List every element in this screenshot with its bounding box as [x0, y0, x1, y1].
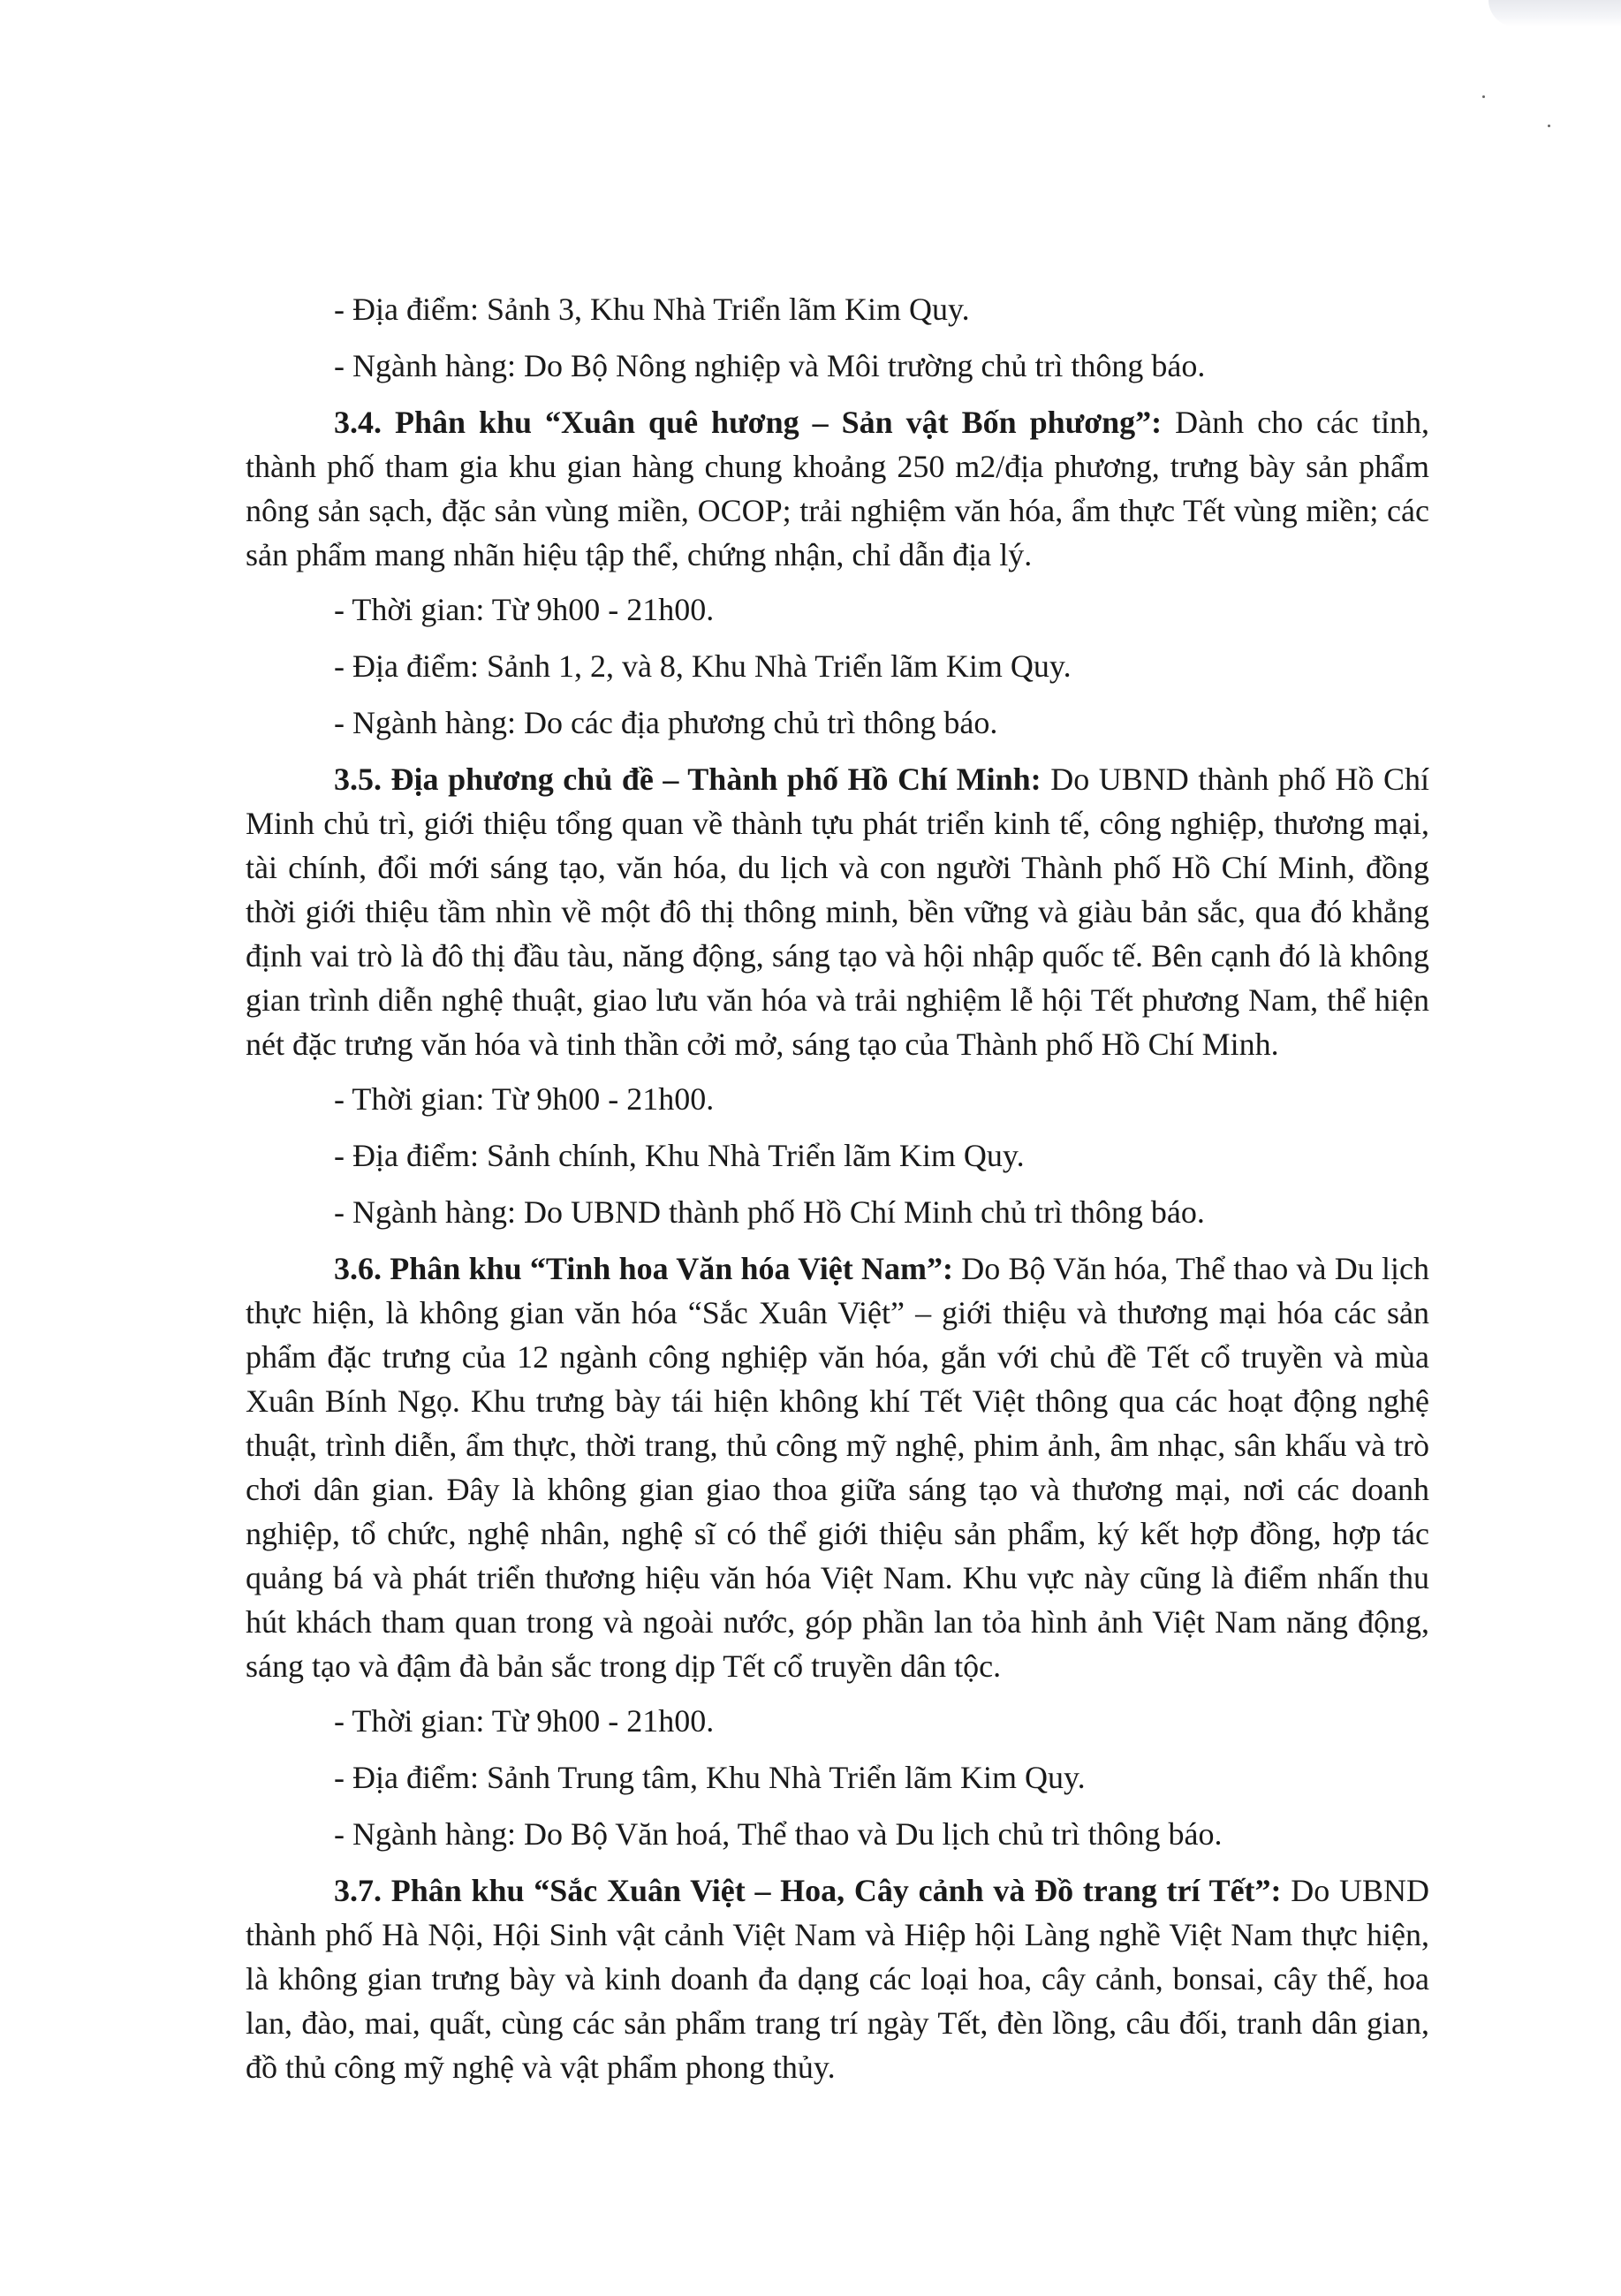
section-3-7-heading: 3.7. Phân khu “Sắc Xuân Việt – Hoa, Cây cảnh và Đồ trang trí Tết”: [334, 1873, 1282, 1908]
section-3-5-body: Do UBND thành phố Hồ Chí Minh chủ trì, giới thiệu tổng quan về thành tựu phát triển kinh tế, công nghiệp, thương mại, tài chính, đổi mới sáng tạo, văn hóa, du lịch và con người Thành phố Hồ Chí Minh, đồng thời giới thiệu tầm nhìn về một đô thị thông minh, bền vững và giàu bản sắc, qua đó khẳng định vai trò là đô thị đầu tàu, năng động, sáng tạo và hội nhập quốc tế. Bên cạnh đó là không gian trình diễn nghệ thuật, giao lưu văn hóa và trải nghiệm lễ hội Tết phương Nam, thể hiện nét đặc trưng văn hóa và tinh thần cởi mở, sáng tạo của Thành phố Hồ Chí Minh. [246, 762, 1429, 1062]
scan-speck [1482, 95, 1485, 98]
scan-speck [1548, 125, 1550, 127]
section-3-6-category: - Ngành hàng: Do Bộ Văn hoá, Thể thao và Du lịch chủ trì thông báo. [334, 1816, 1223, 1852]
section-3-4-category: - Ngành hàng: Do các địa phương chủ trì thông báo. [334, 705, 998, 740]
section-3-4-body: Dành cho các tỉnh, thành phố tham gia khu gian hàng chung khoảng 250 m2/địa phương, trưng bày sản phẩm nông sản sạch, đặc sản vùng miền, OCOP; trải nghiệm văn hóa, ẩm thực Tết vùng miền; các sản phẩm mang nhãn hiệu tập thể, chứng nhận, chỉ dẫn địa lý. [246, 405, 1429, 572]
section-3-5-paragraph [246, 757, 1429, 1066]
section-3-5-category: - Ngành hàng: Do UBND thành phố Hồ Chí Minh chủ trì thông báo. [334, 1194, 1205, 1230]
section-3-6-heading: 3.6. Phân khu “Tinh hoa Văn hóa Việt Nam”: [334, 1251, 954, 1286]
section-3-7-body: Do UBND thành phố Hà Nội, Hội Sinh vật cảnh Việt Nam và Hiệp hội Làng nghề Việt Nam thực hiện, là không gian trưng bày và kinh doanh đa dạng các loại hoa, cây cảnh, bonsai, cây thế, hoa lan, đào, mai, quất, cùng các sản phẩm trang trí ngày Tết, đèn lồng, câu đối, tranh dân gian, đồ thủ công mỹ nghệ và vật phẩm phong thủy. [246, 1873, 1429, 2085]
section-3-4-time: - Thời gian: Từ 9h00 - 21h00. [334, 592, 715, 627]
document-body [246, 287, 1429, 2100]
section-3-5-time: - Thời gian: Từ 9h00 - 21h00. [334, 1081, 715, 1117]
section-3-7-paragraph [246, 1868, 1429, 2089]
location-line: - Địa điểm: Sảnh 3, Khu Nhà Triển lãm Kim Quy. [334, 292, 970, 327]
section-3-4-heading: 3.4. Phân khu “Xuân quê hương – Sản vật Bốn phương”: [334, 405, 1163, 440]
section-3-5-heading: 3.5. Địa phương chủ đề – Thành phố Hồ Chí Minh: [334, 762, 1042, 797]
section-3-6-time: - Thời gian: Từ 9h00 - 21h00. [334, 1703, 715, 1739]
section-3-6-paragraph [246, 1247, 1429, 1688]
scan-edge-mark [1488, 0, 1621, 27]
section-3-4-location: - Địa điểm: Sảnh 1, 2, và 8, Khu Nhà Triển lãm Kim Quy. [334, 648, 1072, 684]
category-line: - Ngành hàng: Do Bộ Nông nghiệp và Môi trường chủ trì thông báo. [334, 348, 1206, 383]
section-3-6-location: - Địa điểm: Sảnh Trung tâm, Khu Nhà Triển lãm Kim Quy. [334, 1760, 1086, 1795]
section-3-6-body: Do Bộ Văn hóa, Thể thao và Du lịch thực hiện, là không gian văn hóa “Sắc Xuân Việt” – giới thiệu và thương mại hóa các sản phẩm đặc trưng của 12 ngành công nghiệp văn hóa, gắn với chủ đề Tết cổ truyền và mùa Xuân Bính Ngọ. Khu trưng bày tái hiện không khí Tết Việt thông qua các hoạt động nghệ thuật, trình diễn, ẩm thực, thời trang, thủ công mỹ nghệ, phim ảnh, âm nhạc, sân khấu và trò chơi dân gian. Đây là không gian giao thoa giữa sáng tạo và thương mại, nơi các doanh nghiệp, tổ chức, nghệ nhân, nghệ sĩ có thể giới thiệu sản phẩm, ký kết hợp đồng, hợp tác quảng bá và phát triển thương hiệu văn hóa Việt Nam. Khu vực này cũng là điểm nhấn thu hút khách tham quan trong và ngoài nước, góp phần lan tỏa hình ảnh Việt Nam năng động, sáng tạo và đậm đà bản sắc trong dịp Tết cổ truyền dân tộc. [246, 1251, 1429, 1684]
section-3-4-paragraph [246, 400, 1429, 577]
section-3-5-location: - Địa điểm: Sảnh chính, Khu Nhà Triển lãm Kim Quy. [334, 1138, 1025, 1173]
